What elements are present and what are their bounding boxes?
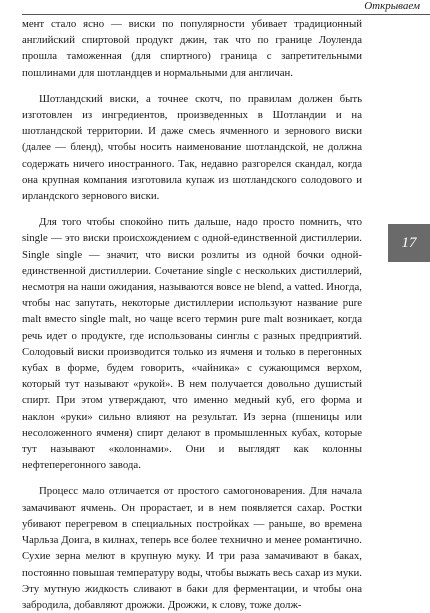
page-number-tab: 17 [388, 224, 430, 262]
body-text [22, 16, 362, 613]
paragraph: Процесс мало отличается от простого самогоноварения. Для начала замачивают ячмень. Он прорастает, и в нем появляется сахар. Ростки убивают перегревом в специальных постройках — раньше, во времена Чарльза Доига, в килнах, теперь все более технично и менее романтично. Сухие зерна мелют в крупную муку. И три раза замачивают в баках, постоянно повышая температуру воды, чтобы выжать весь сахар из муки. Эту мутную жидкость сливают в баки для ферментации, и чтобы она забродила, добавляют дрожжи. Дрожжи, к слову, тоже долж- [22, 485, 362, 611]
running-header: Открываем [364, 0, 420, 12]
paragraph: Шотландский виски, а точнее скотч, по правилам должен быть изготовлен из ингредиентов, произведенных в Шотландии и на шотландской территории. И даже смесь ячменного и зернового виски (далее — бленд), чтобы носить наименование шотландской, не должна содержать ничего иностранного. Так, недавно разгорелся скандал, когда она крупная компания изготовила купаж из шотландского солодового и ирландского зернового виски. [22, 92, 362, 203]
paragraph-continued: мент стало ясно — виски по популярности убивает традиционный английский спиртовой продукт джин, так что по границе Лоуленда прошла таможенная (для спиртного) граница с запретительными пошлинами для шотландцев и нормальными для англичан. [22, 18, 362, 79]
paragraph: Для того чтобы спокойно пить дальше, надо просто помнить, что single — это виски происхождением с одной-единственной дистиллерии. Single single — значит, что виски розлиты из одной бочки одной-единственной дистиллерии. Сочетание single с нескольких дистиллерий, несмотря на наши ожидания, называются вовсе не blend, а vatted. Иногда, чтобы нас запутать, некоторые дистиллерии используют название pure malt вместо single malt, но чаще всего термин pure malt возникает, когда речь идет о продукте, где использованы синглы с разных предприятий. Солодовый виски производится только из ячменя и только в перегонных кубах в форме, будем говорить, «чайника» с сужающимся верхом, который тут называют «рукой». В нем получается довольно душистый спирт. При этом утверждают, что именно медный куб, его форма и наклон «руки» сильно влияют на результат. Из зерна (пшеницы или несоложенного ячменя) спирт делают в промышленных кубах, которые тут называют «колоннами». Они и выглядят как колонны нефтеперегонного завода. [22, 216, 362, 472]
